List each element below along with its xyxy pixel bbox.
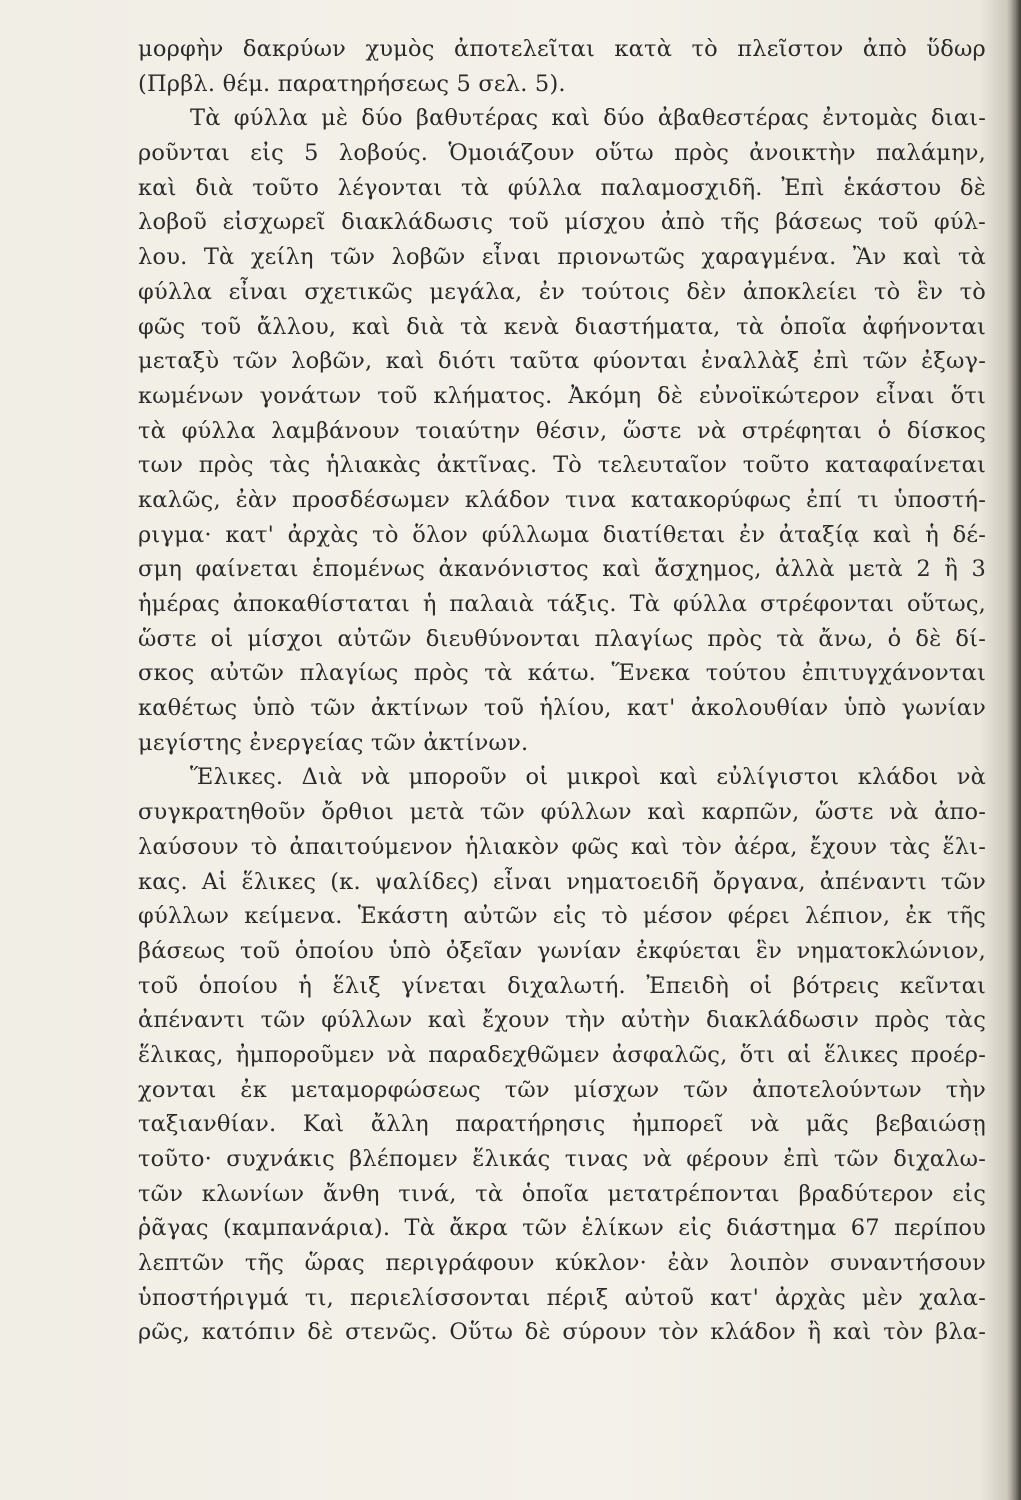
text-line: τοῦτο· συχνάκις βλέπομεν ἕλικάς τινας νὰ φέρουν ἐπὶ τῶν διχαλω-	[138, 1146, 986, 1172]
text-line: κας. Αἱ ἕλικες (κ. ψαλίδες) εἶναι νηματοειδῆ ὄργανα, ἀπέναντι τῶν	[138, 868, 986, 895]
text-line: καὶ διὰ τοῦτο λέγονται τὰ φύλλα παλαμοσχιδῆ. Ἐπὶ ἑκάστου δὲ	[138, 174, 986, 201]
text-line: φύλλων κείμενα. Ἑκάστη αὐτῶν εἰς τὸ μέσον φέρει λέπιον, ἐκ τῆς	[138, 903, 986, 930]
text-line: καλῶς, ἐὰν προσδέσωμεν κλάδον τινα κατακορύφως ἐπί τι ὑποστή-	[138, 486, 986, 513]
text-line: λου. Τὰ χείλη τῶν λοβῶν εἶναι πριονωτῶς χαραγμένα. Ἂν καὶ τὰ	[138, 244, 986, 271]
text-line: φύλλα εἶναι σχετικῶς μεγάλα, ἐν τούτοις δὲν ἀποκλείει τὸ ἓν τὸ	[138, 278, 986, 305]
text-line: ὥστε οἱ μίσχοι αὐτῶν διευθύνονται πλαγίως πρὸς τὰ ἄνω, ὁ δὲ δί-	[138, 625, 986, 652]
page-edge-shadow	[1007, 0, 1021, 1500]
paragraph-start-line: Τὰ φύλλα μὲ δύο βαθυτέρας καὶ δύο ἀβαθεστέρας ἐντομὰς διαι-	[190, 105, 986, 132]
text-line: μορφὴν δακρύων χυμὸς ἀποτελεῖται κατὰ τὸ πλεῖστον ἀπὸ ὕδωρ	[138, 36, 986, 62]
body-text	[138, 32, 986, 1350]
text-line: συγκρατηθοῦν ὄρθιοι μετὰ τῶν φύλλων καὶ καρπῶν, ὥστε νὰ ἀπο-	[138, 799, 986, 826]
text-line: σμη φαίνεται ἑπομένως ἀκανόνιστος καὶ ἄσχημος, ἀλλὰ μετὰ 2 ἢ 3	[138, 556, 986, 583]
text-line: φῶς τοῦ ἄλλου, καὶ διὰ τὰ κενὰ διαστήματα, τὰ ὁποῖα ἀφήνονται	[138, 313, 986, 340]
text-line: τοῦ ὁποίου ἡ ἕλιξ γίνεται διχαλωτή. Ἐπειδὴ οἱ βότρεις κεῖνται	[138, 972, 986, 999]
text-line: ἕλικας, ἠμποροῦμεν νὰ παραδεχθῶμεν ἀσφαλῶς, ὅτι αἱ ἕλικες προέρ-	[138, 1041, 986, 1068]
text-line: των πρὸς τὰς ἡλιακὰς ἀκτῖνας. Τὸ τελευταῖον τοῦτο καταφαίνεται	[138, 452, 986, 479]
text-line: σκος αὐτῶν πλαγίως πρὸς τὰ κάτω. Ἕνεκα τούτου ἐπιτυγχάνονται	[138, 660, 986, 687]
text-line: ροῦνται εἰς 5 λοβούς. Ὁμοιάζουν οὕτω πρὸς ἀνοικτὴν παλάμην,	[138, 140, 986, 167]
text-line: μεταξὺ τῶν λοβῶν, καὶ διότι ταῦτα φύονται ἐναλλὰξ ἐπὶ τῶν ἐξωγ-	[138, 348, 986, 375]
text-line: καθέτως ὑπὸ τῶν ἀκτίνων τοῦ ἡλίου, κατ' ἀκολουθίαν ὑπὸ γωνίαν	[138, 695, 986, 722]
text-line: ὑποστήριγμά τι, περιελίσσονται πέριξ αὐτοῦ κατ' ἀρχὰς μὲν χαλα-	[138, 1284, 986, 1311]
text-line: λοβοῦ εἰσχωρεῖ διακλάδωσις τοῦ μίσχου ἀπὸ τῆς βάσεως τοῦ φύλ-	[138, 209, 986, 236]
text-line: (Πρβλ. θέμ. παρατηρήσεως 5 σελ. 5).	[138, 70, 566, 97]
text-line: ριγμα· κατ' ἀρχὰς τὸ ὅλον φύλλωμα διατίθεται ἐν ἀταξίᾳ καὶ ἡ δέ-	[138, 521, 986, 548]
text-line: τῶν κλωνίων ἄνθη τινά, τὰ ὁποῖα μετατρέπονται βραδύτερον εἰς	[138, 1180, 986, 1207]
text-line: κωμένων γονάτων τοῦ κλήματος. Ἀκόμη δὲ εὐνοϊκώτερον εἶναι ὅτι	[138, 382, 986, 409]
text-line: ρῶς, κατόπιν δὲ στενῶς. Οὕτω δὲ σύρουν τὸν κλάδον ἢ καὶ τὸν βλα-	[138, 1319, 986, 1346]
text-line: λαύσουν τὸ ἀπαιτούμενον ἡλιακὸν φῶς καὶ τὸν ἀέρα, ἔχουν τὰς ἕλι-	[138, 833, 986, 860]
text-line: λεπτῶν τῆς ὥρας περιγράφουν κύκλον· ἐὰν λοιπὸν συναντήσουν	[138, 1250, 986, 1277]
text-line: τὰ φύλλα λαμβάνουν τοιαύτην θέσιν, ὥστε νὰ στρέφηται ὁ δίσκος	[138, 417, 986, 444]
text-line: ῥᾶγας (καμπανάρια). Τὰ ἄκρα τῶν ἑλίκων εἰς διάστημα 67 περίπου	[138, 1215, 986, 1242]
text-line: ἡμέρας ἀποκαθίσταται ἡ παλαιὰ τάξις. Τὰ φύλλα στρέφονται οὕτως,	[138, 591, 986, 617]
text-line: βάσεως τοῦ ὁποίου ὑπὸ ὀξεῖαν γωνίαν ἐκφύεται ἓν νηματοκλώνιον,	[138, 937, 986, 964]
text-line: μεγίστης ἐνεργείας τῶν ἀκτίνων.	[138, 729, 529, 756]
text-line: χονται ἐκ μεταμορφώσεως τῶν μίσχων τῶν ἀποτελούντων τὴν	[138, 1076, 986, 1103]
paragraph-start-line: Ἕλικες. Διὰ νὰ μποροῦν οἱ μικροὶ καὶ εὐλίγιστοι κλάδοι νὰ	[190, 764, 986, 791]
text-line: ἀπέναντι τῶν φύλλων καὶ ἔχουν τὴν αὐτὴν διακλάδωσιν πρὸς τὰς	[138, 1007, 986, 1034]
text-line: ταξιανθίαν. Καὶ ἄλλη παρατήρησις ἠμπορεῖ νὰ μᾶς βεβαιώσῃ	[138, 1111, 986, 1138]
